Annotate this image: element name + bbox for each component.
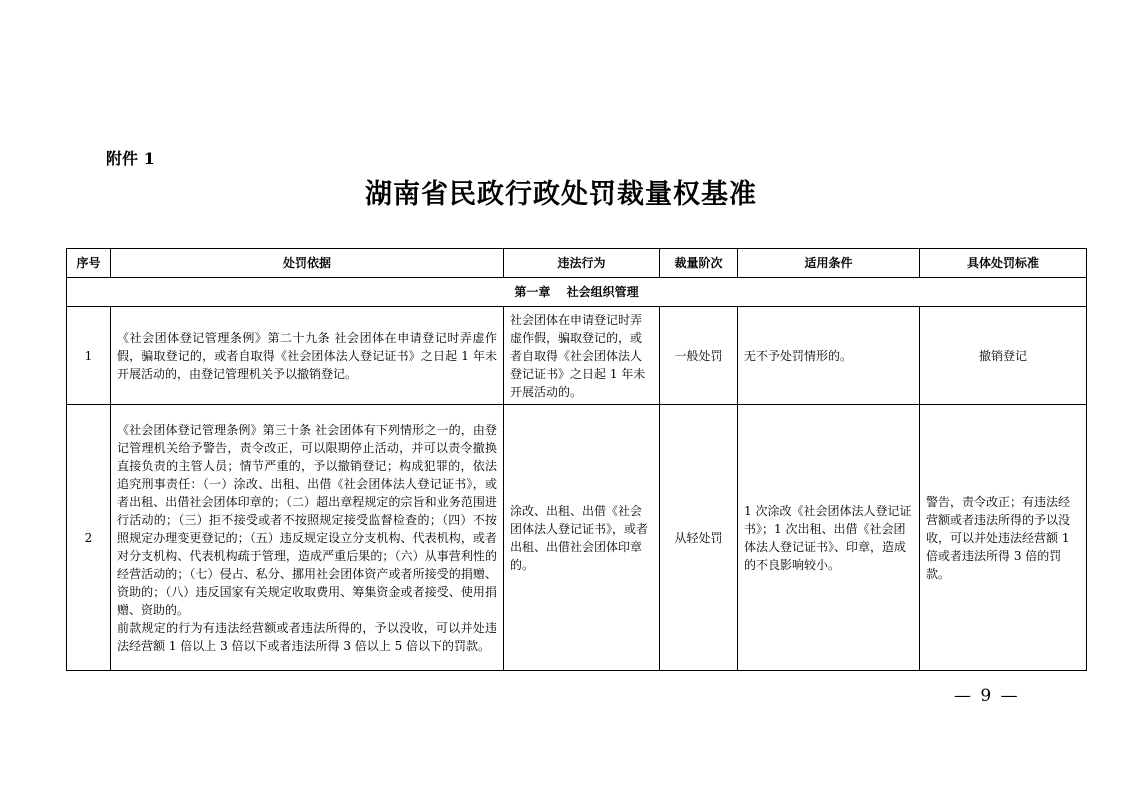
header-discretion-level: 裁量阶次 <box>660 249 738 278</box>
chapter-row <box>67 278 1087 307</box>
discretion-level-cell: 从轻处罚 <box>660 405 738 671</box>
illegal-behavior-cell: 涂改、出租、出借《社会团体法人登记证书》，或者出租、出借社会团体印章的。 <box>504 405 660 671</box>
penalty-standards-table <box>66 248 1087 671</box>
attachment-label: 附件 1 <box>106 149 155 168</box>
penalty-standard-cell: 警告，责令改正；有违法经营额或者违法所得的予以没收，可以并处违法经营额 1 倍或者违法所得 3 倍的罚款。 <box>920 405 1087 671</box>
penalty-basis-cell: 《社会团体登记管理条例》第二十九条 社会团体在申请登记时弄虚作假，骗取登记的，或者自取得《社会团体法人登记证书》之日起 1 年未开展活动的，由登记管理机关予以撤销登记。 <box>111 307 504 405</box>
row-number: 1 <box>67 307 111 405</box>
table-row <box>67 405 1087 671</box>
header-penalty-basis: 处罚依据 <box>111 249 504 278</box>
document-title: 湖南省民政行政处罚裁量权基准 <box>365 179 757 210</box>
page-number: — 9 — <box>954 686 1020 706</box>
penalty-basis-extra-text: 前款规定的行为有违法经营额或者违法所得的，予以没收，可以并处违法经营额 1 倍以上 3 倍以下或者违法所得 3 倍以上 5 倍以下的罚款。 <box>117 620 497 653</box>
table-row <box>67 307 1087 405</box>
header-illegal-behavior: 违法行为 <box>504 249 660 278</box>
penalty-standard-cell: 撤销登记 <box>920 307 1087 405</box>
discretion-level-cell: 一般处罚 <box>660 307 738 405</box>
row-number: 2 <box>67 405 111 671</box>
chapter-heading: 第一章 社会组织管理 <box>67 278 1087 307</box>
penalty-basis-cell <box>111 405 504 671</box>
penalty-basis-main-text: 《社会团体登记管理条例》第三十条 社会团体有下列情形之一的，由登记管理机关给予警告，责令改正，可以限期停止活动，并可以责令撤换直接负责的主管人员；情节严重的，予以撤销登记；构成犯罪的，依法追究刑事责任：（一）涂改、出租、出借《社会团体法人登记证书》，或者出租、出借社会团体印章的；（二）超出章程规定的宗旨和业务范围进行活动的；（三）拒不接受或者不按照规定接受监督检查的；（四）不按照规定办理变更登记的；（五）违反规定设立分支机构、代表机构，或者对分支机构、代表机构疏于管理，造成严重后果的；（六）从事营利性的经营活动的；（七）侵占、私分、挪用社会团体资产或者所接受的捐赠、资助的；（八）违反国家有关规定收取费用、筹集资金或者接受、使用捐赠、资助的。 <box>117 422 497 617</box>
illegal-behavior-cell: 社会团体在申请登记时弄虚作假，骗取登记的，或者自取得《社会团体法人登记证书》之日起 1 年未开展活动的。 <box>504 307 660 405</box>
table-header-row <box>67 249 1087 278</box>
header-penalty-standard: 具体处罚标准 <box>920 249 1087 278</box>
header-applicable-conditions: 适用条件 <box>738 249 920 278</box>
applicable-conditions-cell: 无不予处罚情形的。 <box>738 307 920 405</box>
header-serial-number: 序号 <box>67 249 111 278</box>
applicable-conditions-cell: 1 次涂改《社会团体法人登记证书》；1 次出租、出借《社会团体法人登记证书》、印章，造成的不良影响较小。 <box>738 405 920 671</box>
